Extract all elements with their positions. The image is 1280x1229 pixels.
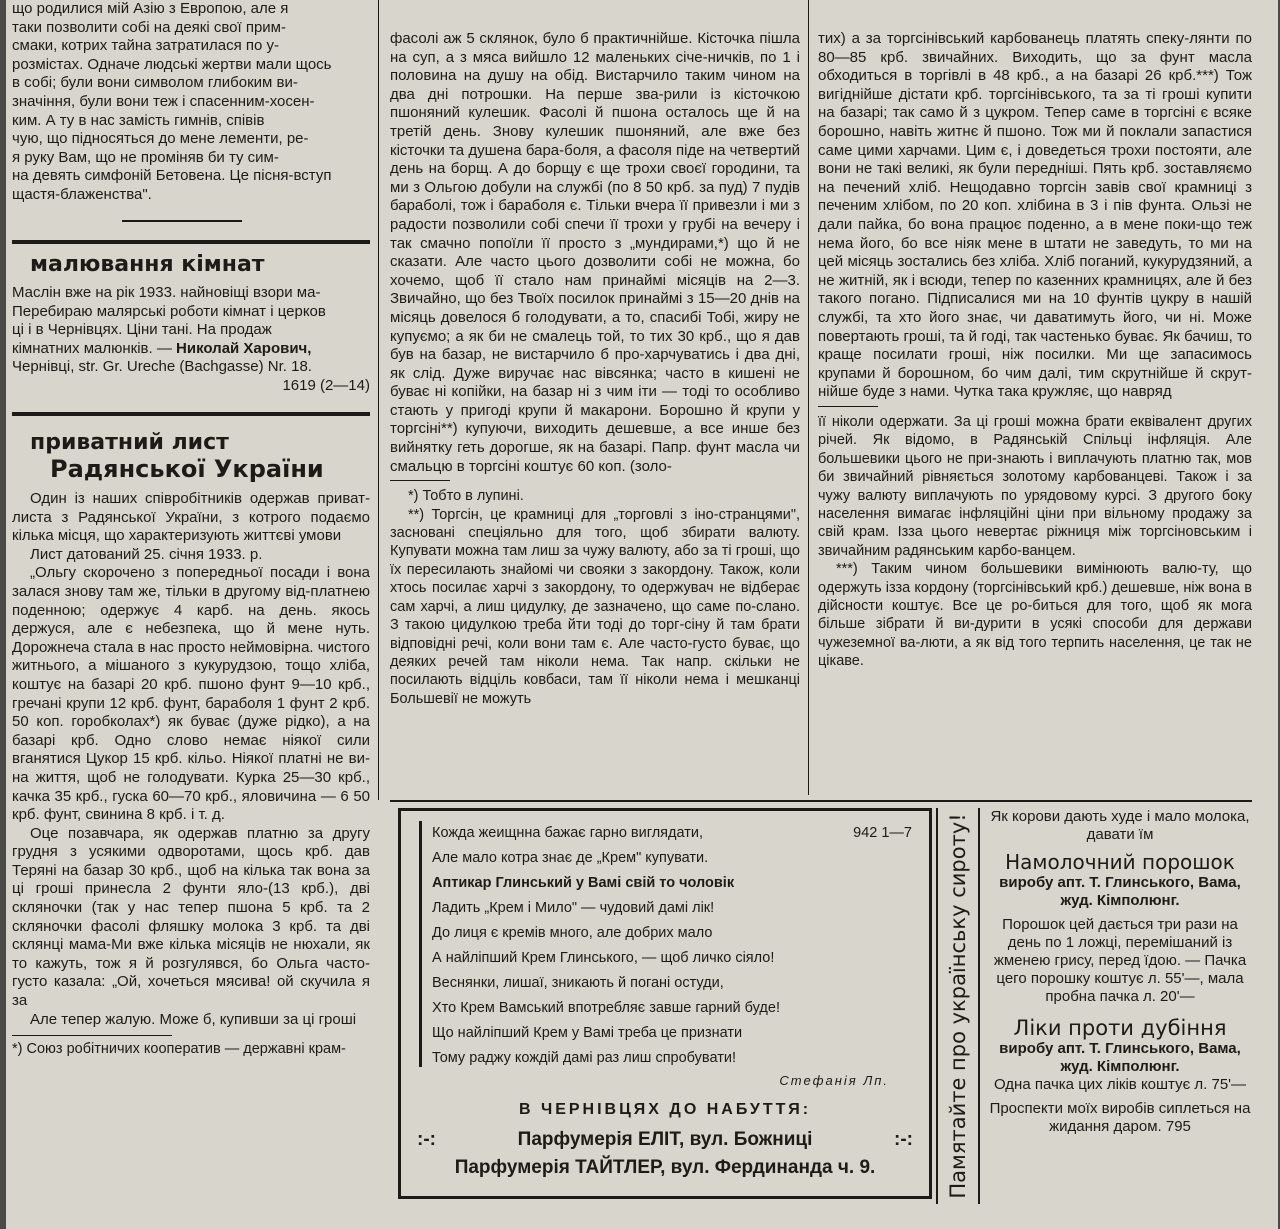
divider (12, 240, 370, 244)
paragraph: Лист датований 25. січня 1933. р. (30, 545, 263, 563)
paragraph: фасолі аж 5 склянок, було б практичнійше. Кісточка пішла на суп, а з мяса вийшло 12 маленьких січе-ничків, по 1 і половина на душу на обід. Вистарчило таким чином на два дні потрошки. На перше зва-рили із кісточкою пшоняний кулешик. Фасолі й пшона осталось ще й на третій день. Знову кулешик пшоняний, але вже без кісточки та душена бара-боля, а фасоля піде на четвертий день на борщ. А до борщу є ще трохи своєї городини, та ми з Ольгою добули на службі (по 8 50 крб. за пуд) 7 пудів бараболі, тож і бараболя є. Тільки вчера її привезли і ми з радости позволили собі спечи її трохи у грубі на вечеру і так смачно попоїли її просто з „мундирами,*) що й не сказати. Але часто цього дозволити собі не можна, бо хочемо, щоб її стало нам принаймі місяців на 2—3. Звичайно, що без Твоїх посилок принаймі з 15—20 днів на місяць довелося б голодувати, а то, спасибі Тобі, жиру не купуємо; а як би не смалець той, то тих 30 крб., що я дав був на базар, не вистарчило б про-харчуватись і два дні, як слід. Дуже виручає нас вівсянка; часто в кишені не буває ні копійки, на базар ні з чим іти — тоді то особливо стають у пригоді крупи й макарони. Борошно й крупи у торгсіні**) купуючи, виходить дешевше, а все инше без вийнятку геть дорогше, як на базарі. Папр. фунт масла чи смальцю в торгсіні коштує 60 коп. (золо- (390, 30, 800, 475)
ad-maker: виробу апт. Т. Глинського, Вама, жуд. Кімполюнг. (999, 1040, 1241, 1075)
paragraph: тих) а за торгсінівський карбованець платять спеку-лянти по 80—85 крб. звичайних. Виходить, що за фунт масла обходиться в торгівлі в 48 крб., а на базарі 26 крб.***) Тож вигіднійше дістати крб. торгсінівського, та за ті гроші купити на базарі; так само й з цукром. Тепер саме в торгсіні є всяке борошно, навіть житнє й пшоно. Тож ми й поклали запастися саме цими харчами. Цим є, і доведеться трохи постояти, але вони не такі великі, як були передніші. Пять крб. зоставляємо на печений хліб. Нещодавно торгсін завів свої крамниці з печеним хлібом, по 20 коп. хлібина в 3 і пів фунта. Ользі не дали пайка, бо вона працює поденно, а в мене поки-що теж нема його, бо все ніяк мене в штати не заведуть, то ми на цей місяць зостались без хліба. Хліб поганий, кукурудзяний, а не житній, як і всюди, тепер по казенних крамницях, але й без такого погано. Підписалися ми на 10 фунтів цукру в нашій службі, та хто його знає, чи даватимуть його, чи ні. Може повертають гроші, та й годі, так частенько буває. Як бачиш, то краще посилати гроші, ніж посилки. Ми ще запасимось крупами й борошном, бо чим далі, тим скрутнійше й скрут-нійше буде з нами. Чутка така кружляє, що навряд (818, 30, 1252, 401)
text-line: ці і в Чернівцях. Ціни тані. На продаж (12, 321, 272, 339)
powder-ad (988, 808, 1252, 1198)
text-line: таки позволити собі на деякі свої прим- (12, 18, 286, 36)
paragraph: Але тепер жалую. Може б, купивши за ці гроші (30, 1010, 357, 1028)
ad-lead: Як корови дають худе і мало молока, давати їм (990, 808, 1250, 843)
column-2 (390, 0, 800, 795)
ad-signature: Николай Харович, (176, 339, 312, 357)
verse-line: Ладить „Крем і Мило" — чудовий дамі лік! (432, 900, 715, 916)
ad-title: малювання кімнат (30, 252, 265, 277)
verse-line: Веснянки, лишаї, зникають й погані остуди, (432, 975, 724, 991)
text-line: Чернівці, str. Gr. Ureche (Bachgasse) Nr. 18. (12, 358, 312, 376)
text-line: кімнатних малюнків. — Николай Харович, (12, 339, 312, 357)
vertical-slogan (936, 808, 980, 1204)
painting-ad (12, 252, 370, 396)
verse-line: Хто Крем Вамський впотребляє завше гарний буде! (432, 1000, 780, 1016)
ad-code: 942 1—7 (853, 825, 912, 841)
ad-author: Стефанія Лп. (779, 1073, 889, 1088)
verse-line: До лиця є кремів много, але добрих мало (432, 925, 713, 941)
footnote: *) Союз робітничих кооператив — державні крам- (12, 1041, 346, 1058)
footnote: ***) Таким чином большевики вимінюють валю-ту, що одержуть ізза кордону (торгсінівський крб.) дешевше, ніж вона в дійсности коштує. Все це ро-биться для того, щоб як мога більше зібрати й ви-дурити в усякі способи для держави чужеземної ва-люти, а як від того терпить населення, це так не цікаве. (818, 561, 1252, 670)
column-3 (818, 0, 1252, 795)
verse-line: Але мало котра знає де „Крем" купувати. (432, 850, 709, 866)
text-line: ким. А ту в нас замість гимнів, співів (12, 111, 265, 129)
ad-maker: виробу апт. Т. Глинського, Вама, жуд. Кімполюнг. (999, 874, 1241, 909)
newspaper-page (6, 0, 1278, 1229)
divider (818, 406, 878, 407)
ad-price: Одна пачка цих ліків коштує л. 75'— (993, 1076, 1247, 1093)
verse-line: Кожда жеищнна бажає гарно виглядати, 942 1—7 (432, 821, 912, 846)
column-1 (12, 0, 370, 1229)
paragraph: Один із наших співробітників одержав приват-листа з Радянської України, з котрого подаємо кілька місця, що характеризують життєві умови (12, 490, 370, 545)
divider (390, 480, 450, 481)
ad-code: 1619 (2—14) (282, 376, 370, 394)
text-line: що родилися мій Азію з Европою, але я (12, 0, 289, 17)
ad-title: Намолочний порошок (1005, 850, 1235, 874)
cream-ad-inner (419, 821, 912, 1067)
divider (122, 220, 242, 222)
article-title: приватний лист (30, 430, 229, 455)
private-letter-article (12, 430, 370, 1059)
text-line: смаки, котрих тайна затратилася по у- (12, 37, 280, 55)
shop-line-1: :-: Парфумерія ЕЛІТ, вул. Божниці :-: (417, 1129, 913, 1150)
text-line: на девять симфоній Бетовена. Це пісня-вступ (12, 167, 332, 185)
letter-intro-fragment (12, 0, 370, 205)
text-line: я руку Вам, що не проміняв би ту сим- (12, 148, 279, 166)
ad-note: Проспекти моїх виробів сиплеться на жидання даром. 795 (989, 1100, 1251, 1135)
divider (12, 1035, 172, 1036)
text-line: розмістах. Одначе людські жертви мали щось (12, 55, 332, 73)
ad-verse (432, 821, 912, 1071)
shop-line-2: Парфумерія ТАЙТЛЕР, вул. Фердинанда ч. 9. (454, 1157, 876, 1178)
text-line: щастя-блаженства". (12, 185, 152, 203)
verse-line: А найліпший Крем Глинського, — щоб личко сіяло! (432, 950, 775, 966)
verse-line: Що найліпший Крем у Вамі треба це признати (432, 1025, 743, 1041)
section-rule (390, 800, 1252, 802)
cream-ad (398, 808, 932, 1199)
column-rule (808, 0, 809, 795)
ad-code: 795 (1165, 1118, 1191, 1135)
text-line: в собі; були вони символом глибоким ви- (12, 74, 298, 92)
verse-line: Тому раджу кождій дамі раз лиш спробувати! (432, 1050, 736, 1066)
footnote: її ніколи одержати. За ці гроші можна брати еквівалент других річей. Як відомо, в Радянській Спільці інфляція. Але большевики цього не при-знають і виплачують платню так, мов би звичайний рівняється золотому карбованцеві. Також і за чужу валюту виплачують по урядовому курсі. З другого боку населення вимагає інфляційні ціни при вільному продажу за свій крам. Ізза цього невертає ріжниця між торгсіновським і звичайним радянським карбо-ванцем. (818, 413, 1252, 559)
text-line: значіння, були вони теж і спасенним-хосен- (12, 92, 315, 110)
ad-where: В ЧЕРНІВЦЯХ ДО НАБУТТЯ: (518, 1101, 812, 1118)
footnote: *) Тобто в лупині. (408, 488, 524, 505)
paragraph: „Ольгу скорочено з попередньої посади і вона залася знову там же, тільки в другому від-платнею поденною; одержує 4 карб. на день. якось держуся, але є небезпека, що й мене нуть. Дорожнеча стала в нас просто неймовірна. чистого житнього, а мішаного з кукурудзою, тощо хліба, коштує на базарі 20 крб. пшоно фунт 9—10 крб., гречані крупи 12 крб. фунт, бараболя 1 фунт 2 крб. 50 коп. горобколах*) як буває (дуже рідко), а на базарі крб. Одно слово немає ніякої сили вганятися Цукор 15 крб. кільо. Ніякої платні не ви-на життя, щоб не голодувати. Курка 25—30 крб., качка 35 крб., гуска 60—70 крб., яловичина — 6 50 крб. фунт, свинина 8 крб. і т. д. (12, 564, 370, 824)
text-line: чую, що підносяться до мене лементи, ре- (12, 130, 309, 148)
divider (12, 412, 370, 416)
verse-line: Аптикар Глинський у Вамі свій то чоловік (432, 875, 735, 891)
paragraph: Оце позавчара, як одержав платню за другу грудня з усякими одворотами, щось крб. дав Теряні на базар 30 крб., щоб на кілька так вона за ці гроші принесла 2 фунти яло-(13 крб.), дві скляночки (так у нас тепер пшона 5 крб. та 2 скляночки фасолі фляшку молока 3 крб. та дві склянці мама-Ми вже кілька місяців не нюхали, як то кажуть, тож я й розгулявся, бо Ольга часто-густо казала: „Ой, хочеться мясива! ой скучила я за (12, 824, 370, 1010)
column-rule (378, 0, 379, 800)
footnote: **) Торгсін, це крамниці для „торговлі з іно-странцями", засновані спеціяльно для того, щоб збирати валюту. Купувати можна там лиш за чужу валюту, або за ті гроші, що їх пересилають знайомі чи свояки з закордону. Також, коли хтось посилає харчі з закордону, то одержувач не відберає сам харчі, а лиш цидулку, де зазначено, що саме по-слано. З такою цидулкою треба йти тоді до торг-сіну й там брати відповідні речі, коли вони там є. Але часто-густо буває, що деяких речей там ніколи нема. Так напр. скільки не посилають відціль ковбаси, там її ніколи нема і мешканці Большевії не можуть (390, 506, 800, 707)
ad-title: Ліки проти дубіння (1013, 1016, 1227, 1040)
ad-body: Порошок цей дається три рази на день по 1 ложці, перемішаний із жменею грису, перед їдою. — Пачка цего порошку коштує л. 55'—, мала пробна пачка л. 20'— (993, 916, 1247, 1005)
text-line: Перебираю малярські роботи кімнат і церков (12, 302, 326, 320)
article-title: Радянської України (50, 455, 324, 483)
text-line: Маслін вже на рік 1933. найновіщі взори ма- (12, 284, 321, 301)
slogan-text: Памятайте про українську сироту! (946, 813, 970, 1199)
